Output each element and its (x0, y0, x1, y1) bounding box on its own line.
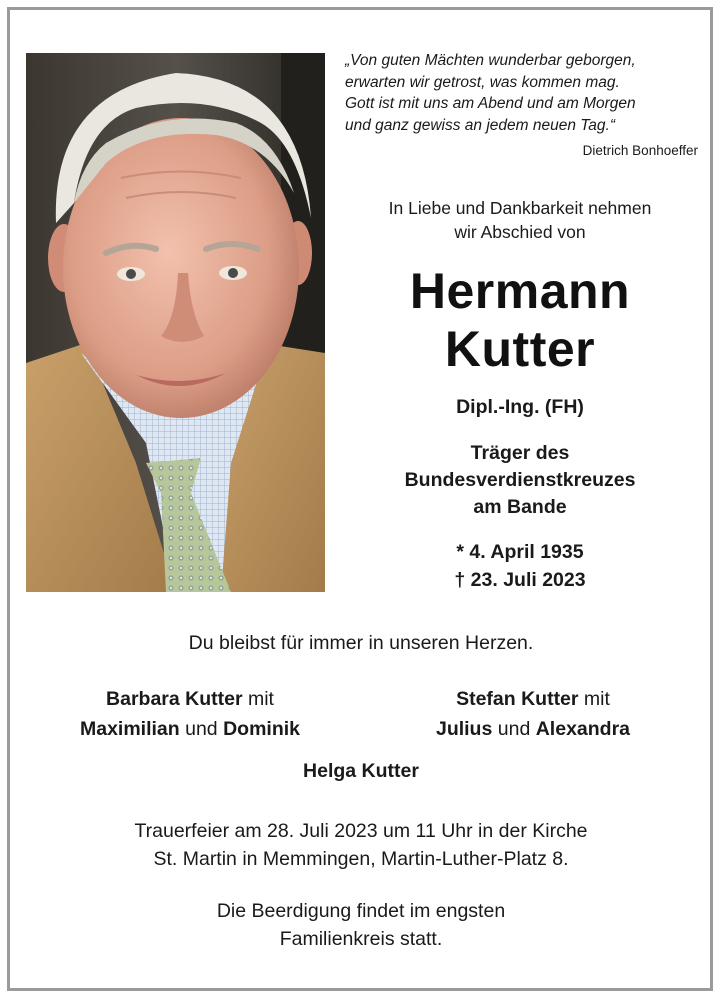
connector-text: und (185, 718, 218, 740)
quote-line: erwarten wir getrost, was kommen mag. (345, 73, 620, 91)
bible-quote (345, 50, 695, 136)
burial-line: Die Beerdigung findet im engsten (216, 900, 506, 922)
burial-line: Familienkreis statt. (279, 928, 443, 950)
family-single: Helga Kutter (303, 760, 419, 782)
quote-author: Dietrich Bonhoeffer (582, 143, 698, 158)
honor-line: Träger des (470, 442, 570, 464)
intro-text (335, 196, 705, 244)
academic-degree: Dipl.-Ing. (FH) (456, 396, 584, 418)
intro-line: In Liebe und Dankbarkeit nehmen (388, 198, 652, 218)
family-line (373, 714, 693, 744)
honor-text (335, 440, 705, 521)
death-date: † 23. Juli 2023 (454, 569, 586, 591)
funeral-service-info (0, 817, 722, 873)
birth-date: * 4. April 1935 (456, 541, 584, 563)
family-line (30, 714, 350, 744)
family-name: Maximilian (79, 718, 180, 740)
family-line (373, 684, 693, 714)
connector-text: mit (247, 688, 274, 710)
portrait-photo (26, 53, 325, 592)
family-name: Stefan Kutter (456, 688, 579, 710)
life-dates (335, 538, 705, 594)
family-name: Barbara Kutter (106, 688, 243, 710)
quote-line: und ganz gewiss an jedem neuen Tag.“ (345, 116, 616, 134)
honor-line: am Bande (473, 496, 567, 518)
quote-line: „Von guten Mächten wunderbar geborgen, (345, 52, 636, 69)
quote-line: Gott ist mit uns am Abend und am Morgen (345, 95, 636, 112)
family-name: Alexandra (535, 718, 631, 740)
honor-line: Bundesverdienstkreuzes (404, 469, 636, 491)
burial-info (0, 897, 722, 953)
motto: Du bleibst für immer in unseren Herzen. (188, 632, 534, 654)
family-group-left (30, 684, 350, 744)
connector-text: mit (583, 688, 610, 710)
family-line (30, 684, 350, 714)
deceased-name (335, 262, 705, 378)
intro-line: wir Abschied von (454, 222, 586, 242)
family-name: Dominik (223, 718, 301, 740)
last-name: Kutter (444, 321, 596, 377)
first-name: Hermann (409, 263, 631, 319)
connector-text: und (497, 718, 531, 740)
family-group-right (373, 684, 693, 744)
family-name: Julius (435, 718, 493, 740)
service-line: Trauerfeier am 28. Juli 2023 um 11 Uhr in der Kirche (134, 820, 588, 842)
service-line: St. Martin in Memmingen, Martin-Luther-Platz 8. (153, 848, 569, 870)
